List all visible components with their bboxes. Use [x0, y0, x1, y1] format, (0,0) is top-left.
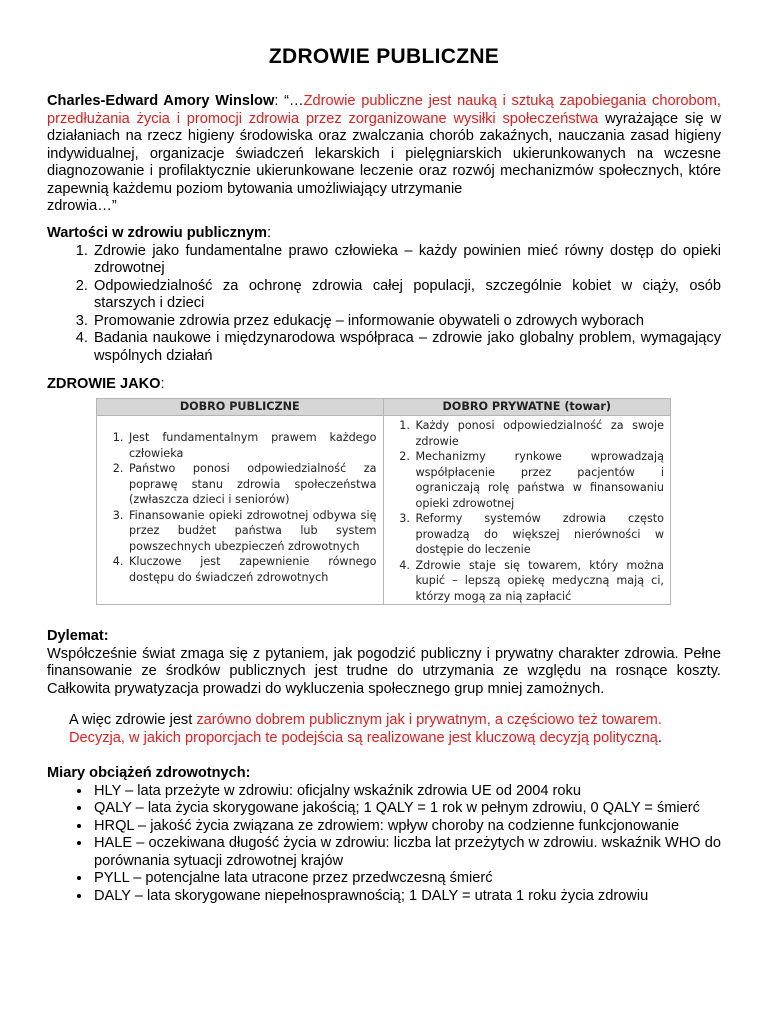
list-item: 3. Promowanie zdrowia przez edukację – informowanie obywateli o zdrowych wyborach	[92, 313, 721, 331]
list-item: 3. Finansowanie opieki zdrowotnej odbywa się przez budżet państwa lub system powszechnych ubezpieczeń zdrowotnych	[127, 508, 377, 555]
page-title: ZDROWIE PUBLICZNE	[268, 45, 500, 68]
values-heading-colon: :	[267, 225, 272, 241]
definition-end: zdrowia…”	[47, 198, 117, 214]
definition-highlight: Zdrowie publiczne jest nauką i sztuką zapobiegania chorobom, przedłużania życia i promocji zdrowia przez zorganizowane wysiłki społeczeństwa	[47, 93, 721, 127]
conclusion-highlight-2: Decyzja, w jakich proporcjach te podejścia są realizowane jest kluczową decyzją polityczną	[69, 729, 658, 746]
list-item: 2. Odpowiedzialność za ochronę zdrowia całej populacji, szczególnie kobiet w ciąży, osób starszych i dzieci	[92, 278, 721, 313]
values-section	[47, 225, 721, 365]
list-item: 3. Reformy systemów zdrowia często prowadzą do większej nierówności w dostępie do leczenie	[414, 511, 665, 558]
public-private-table	[96, 398, 671, 605]
list-item: • HRQL – jakość życia związana ze zdrowiem: wpływ choroby na codzienne funkcjonowanie	[92, 818, 721, 836]
list-item: 4. Badania naukowe i międzynarodowa współpraca – zdrowie jako globalny problem, wymagający wspólnych działań	[92, 330, 721, 365]
list-item: 1. Zdrowie jako fundamentalne prawo człowieka – każdy powinien mieć równy dostęp do opieki zdrowotnej	[92, 243, 721, 278]
list-item: • DALY – lata skorygowane niepełnosprawnością; 1 DALY = utrata 1 roku życia zdrowiu	[92, 888, 721, 906]
dilemma-text: Współcześnie świat zmaga się z pytaniem, jak pogodzić publiczny i prywatny charakter zdrowia. Pełne finansowanie ze środków publicznych jest trudne do utrzymania ze względu na rosnące koszty. Całkowita prywatyzacja prowadzi do wykluczenia społecznego grup mniej zamożnych.	[47, 645, 721, 697]
list-item: • QALY – lata życia skorygowane jakością; 1 QALY = 1 rok w pełnym zdrowiu, 0 QALY = śmierć	[92, 800, 721, 818]
quote-open: : “…	[274, 93, 304, 109]
list-item: • HLY – lata przeżyte w zdrowiu: oficjalny wskaźnik zdrowia UE od 2004 roku	[92, 783, 721, 801]
values-heading: Wartości w zdrowiu publicznym	[47, 225, 268, 241]
definition-continuation: wyrażające się w działaniach na rzecz higieny środowiska oraz zwalczania chorób zakaźnych, nauczania zasad higieny indywidualnej, organizacje świadczeń lekarskich i pielęgniarskich ukierunkowanych na wczesne diagnozowanie i profilaktycznie ukierunkowane leczenie oraz rozwój mechanizmów społecznych, które zapewnią każdemu poziom bytowania umożliwiający utrzymanie	[47, 110, 721, 197]
list-item: 4. Kluczowe jest zapewnienie równego dostępu do świadczeń zdrowotnych	[127, 554, 377, 585]
winslow-definition	[47, 93, 721, 216]
conclusion-suffix: .	[657, 729, 662, 746]
list-item: • HALE – oczekiwana długość życia w zdrowiu: liczba lat przeżytych w zdrowiu. wskaźnik WHO do porównania sytuacji zdrowotnej krajów	[92, 835, 721, 870]
values-list	[47, 243, 721, 366]
table-header-private: DOBRO PRYWATNE (towar)	[383, 399, 671, 416]
author-name: Charles-Edward Amory Winslow	[47, 93, 275, 109]
measures-section	[47, 765, 721, 905]
list-item: 1. Każdy ponosi odpowiedzialność za swoje zdrowie	[414, 418, 665, 449]
table-header-public: DOBRO PUBLICZNE	[97, 399, 384, 416]
measures-list	[47, 783, 721, 906]
list-item: 2. Mechanizmy rynkowe wprowadzają współpłacenie przez pacjentów i ograniczają rolę państwa w finansowaniu opieki zdrowotnej	[414, 449, 665, 511]
health-as-colon: :	[160, 376, 165, 392]
conclusion-highlight-1: zarówno dobrem publicznym jak i prywatnym, a częściowo też towarem.	[196, 712, 662, 728]
conclusion	[69, 712, 709, 747]
list-item: • PYLL – potencjalne lata utracone przez przedwczesną śmierć	[92, 870, 721, 888]
dilemma-heading: Dylemat:	[47, 628, 109, 644]
dilemma-section	[47, 628, 721, 698]
public-good-column	[97, 416, 384, 605]
health-as-heading-row	[47, 376, 721, 394]
health-as-heading: ZDROWIE JAKO	[47, 376, 161, 392]
list-item: 4. Zdrowie staje się towarem, który można kupić – lepszą opiekę medyczną mają ci, którzy mogą za nią zapłacić	[414, 558, 665, 605]
list-item: 1. Jest fundamentalnym prawem każdego człowieka	[127, 430, 377, 461]
list-item: 2. Państwo ponosi odpowiedzialność za poprawę stanu zdrowia społeczeństwa (zwłaszcza dzieci i seniorów)	[127, 461, 377, 508]
measures-heading: Miary obciążeń zdrowotnych:	[47, 765, 251, 781]
conclusion-prefix: A więc zdrowie jest	[69, 712, 197, 728]
private-good-column	[383, 416, 671, 605]
